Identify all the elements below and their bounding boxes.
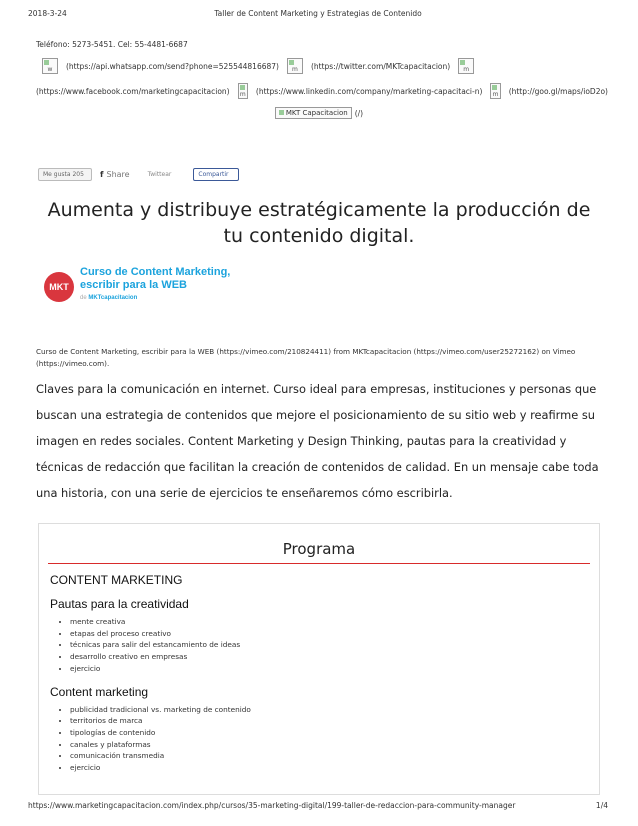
twitter-link[interactable]: (https://twitter.com/MKTcapacitacion) bbox=[310, 61, 451, 71]
contact-phone: Teléfono: 5273-5451. Cel: 55-4481-6687 bbox=[36, 40, 188, 49]
programa-divider bbox=[48, 563, 590, 564]
video-caption: Curso de Content Marketing, escribir para la WEB (https://vimeo.com/210824411) from MKTcapacitacion (https://vimeo.com/user25272162) on Vimeo (https://vimeo.com). bbox=[36, 347, 576, 368]
print-url: https://www.marketingcapacitacion.com/index.php/cursos/35-marketing-digital/199-taller-de-redaccion-para-community-manager bbox=[28, 801, 516, 810]
facebook-link[interactable]: (https://www.facebook.com/marketingcapacitacion) bbox=[36, 86, 230, 96]
linkedin-icon[interactable]: m bbox=[490, 83, 500, 99]
logo-row bbox=[0, 107, 638, 119]
whatsapp-link[interactable]: (https://api.whatsapp.com/send?phone=525544816687) bbox=[66, 61, 279, 71]
linkedin-link[interactable]: (https://www.linkedin.com/company/marketing-capacitaci-n) bbox=[255, 86, 483, 96]
print-title: Taller de Content Marketing y Estrategias de Contenido bbox=[214, 9, 422, 18]
broken-image-icon[interactable]: m bbox=[458, 58, 474, 74]
page-number: 1/4 bbox=[595, 801, 608, 810]
mkt-logo-image[interactable]: MKT Capacitacion bbox=[275, 107, 352, 119]
list-item: • publicidad tradicional vs. marketing de contenido bbox=[70, 704, 588, 716]
facebook-f-icon: f bbox=[100, 170, 104, 179]
tweet-button[interactable]: Twittear bbox=[147, 171, 172, 178]
channel-logo: MKT bbox=[44, 272, 74, 302]
programa-heading: CONTENT MARKETING bbox=[50, 573, 183, 587]
social-links-row-1 bbox=[42, 58, 608, 74]
share-button[interactable]: f Share bbox=[100, 170, 130, 179]
video-title[interactable]: Curso de Content Marketing, escribir para la WEB bbox=[80, 266, 231, 291]
list-item: • ejercicio bbox=[70, 762, 588, 774]
whatsapp-icon[interactable]: w bbox=[42, 58, 58, 74]
home-link[interactable]: (/) bbox=[354, 108, 364, 118]
programa-title: Programa bbox=[282, 540, 356, 558]
list-item: • tipologías de contenido bbox=[70, 727, 588, 739]
section-title: Pautas para la creatividad bbox=[50, 597, 189, 611]
like-button[interactable]: Me gusta 205 bbox=[38, 168, 92, 181]
video-author[interactable]: MKTcapacitacion bbox=[88, 295, 138, 301]
twitter-icon[interactable]: m bbox=[287, 58, 303, 74]
list-item: • comunicación transmedia bbox=[70, 750, 588, 762]
facebook-icon[interactable]: m bbox=[238, 83, 248, 99]
programa-box bbox=[38, 523, 600, 795]
social-links-row-2 bbox=[36, 83, 608, 99]
headline: Aumenta y distribuye estratégicamente la producción de tu contenido digital. bbox=[47, 199, 591, 247]
section-list bbox=[50, 704, 588, 774]
list-item: • ejercicio bbox=[70, 663, 588, 675]
list-item: • territorios de marca bbox=[70, 715, 588, 727]
section-title: Content marketing bbox=[50, 684, 149, 699]
print-date: 2018-3-24 bbox=[28, 9, 67, 18]
video-embed[interactable] bbox=[44, 266, 270, 302]
list-item: • canales y plataformas bbox=[70, 739, 588, 751]
list-item: • mente creativa bbox=[70, 616, 588, 628]
social-buttons bbox=[38, 168, 239, 181]
video-byline: de MKTcapacitacion bbox=[80, 295, 138, 301]
intro-paragraph: Claves para la comunicación en internet. Curso ideal para empresas, instituciones y personas que buscan una estrategia de contenidos que mejore el posicionamiento de su sitio web y reafirme su imagen en redes sociales. Content Marketing y Design Thinking, pautas para la creatividad y técnicas de redacción que facilitan la creación de contenidos de calidad. En un mensaje cabe toda una historia, con una serie de ejercicios te enseñaremos cómo escribirla. bbox=[36, 382, 599, 500]
list-item: • técnicas para salir del estancamiento de ideas bbox=[70, 639, 588, 651]
list-item: • etapas del proceso creativo bbox=[70, 628, 588, 640]
list-item: • desarrollo creativo en empresas bbox=[70, 651, 588, 663]
compartir-button[interactable]: Compartir bbox=[193, 168, 239, 181]
section-list bbox=[50, 616, 588, 675]
maps-link[interactable]: (http://goo.gl/maps/ioD2o) bbox=[508, 86, 608, 96]
